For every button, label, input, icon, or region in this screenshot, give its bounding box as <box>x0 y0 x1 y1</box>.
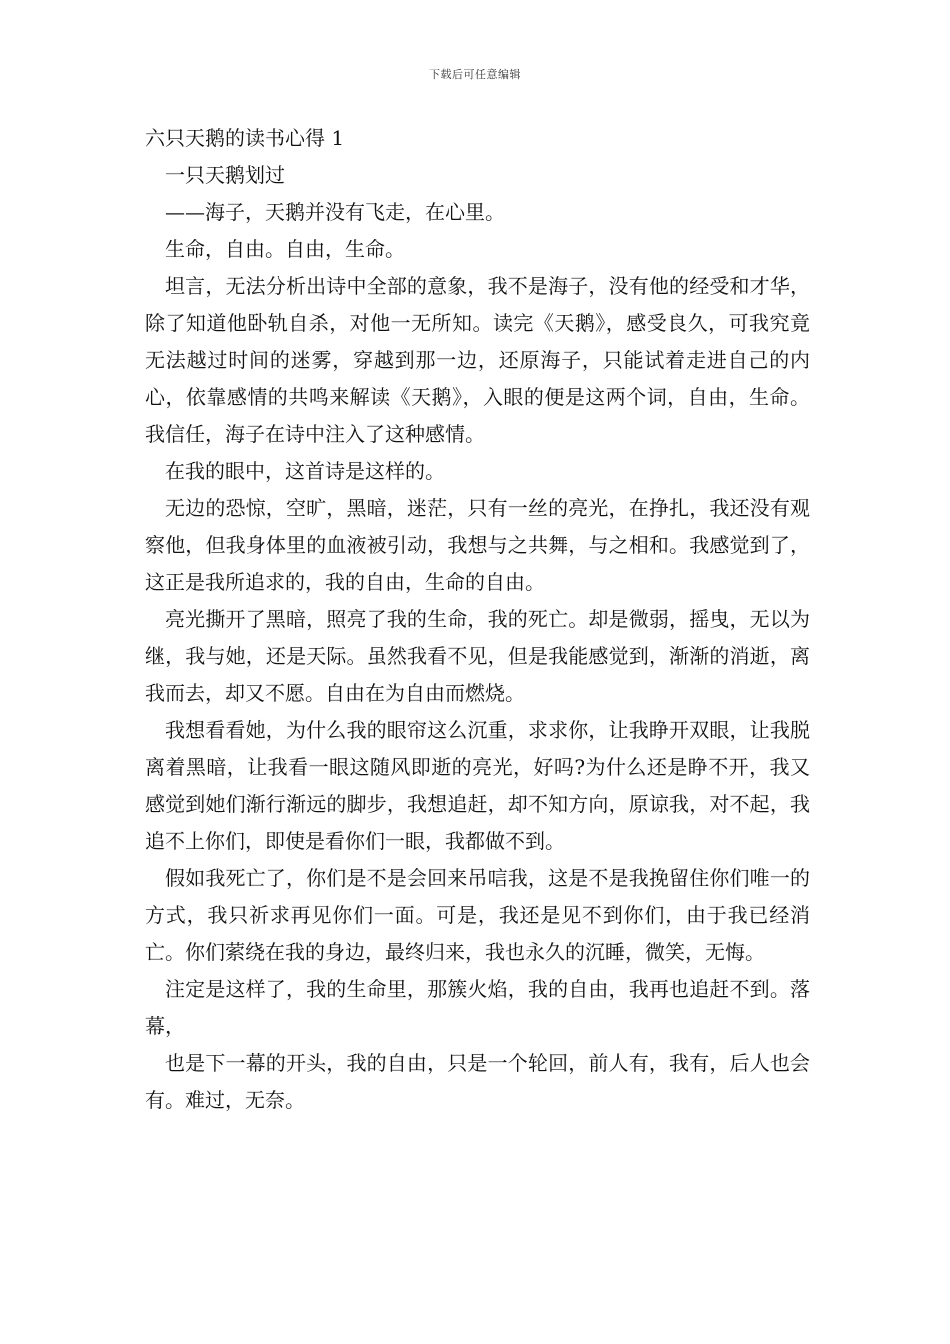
paragraph: 注定是这样了，我的生命里，那簇火焰，我的自由，我再也追赶不到。落幕， <box>145 977 810 1038</box>
paragraph: 无边的恐惊，空旷，黑暗，迷茫，只有一丝的亮光，在挣扎，我还没有观察他，但我身体里的血液被引动，我想与之共舞，与之相和。我感觉到了，这正是我所追求的，我的自由，生命的自由。 <box>145 496 810 594</box>
paragraph: 也是下一幕的开头，我的自由，只是一个轮回，前人有，我有，后人也会有。难过，无奈。 <box>145 1051 810 1112</box>
paragraph: 生命，自由。自由，生命。 <box>165 237 405 261</box>
paragraph: 我想看看她，为什么我的眼帘这么沉重，求求你，让我睁开双眼，让我脱离着黑暗，让我看一眼这随风即逝的亮光，好吗?为什么还是睁不开，我又感觉到她们渐行渐远的脚步，我想追赶，却不知方向，原谅我，对不起，我追不上你们，即使是看你们一眼，我都做不到。 <box>145 718 810 853</box>
paragraph: 亮光撕开了黑暗，照亮了我的生命，我的死亡。却是微弱，摇曳，无以为继，我与她，还是天际。虽然我看不见，但是我能感觉到，渐渐的消逝，离我而去，却又不愿。自由在为自由而燃烧。 <box>145 607 810 705</box>
paragraph: 坦言，无法分析出诗中全部的意象，我不是海子，没有他的经受和才华，除了知道他卧轨自杀，对他一无所知。读完《天鹅》，感受良久，可我究竟无法越过时间的迷雾，穿越到那一边，还原海子，只能试着走进自己的内心，依靠感情的共鸣来解读《天鹅》，入眼的便是这两个词，自由，生命。我信任，海子在诗中注入了这种感情。 <box>145 274 810 446</box>
paragraph: 一只天鹅划过 <box>165 163 285 187</box>
paragraph: 假如我死亡了，你们是不是会回来吊唁我，这是不是我挽留住你们唯一的方式，我只祈求再见你们一面。可是，我还是见不到你们，由于我已经消亡。你们萦绕在我的身边，最终归来，我也永久的沉睡，微笑，无悔。 <box>145 866 810 964</box>
paragraph: ——海子，天鹅并没有飞走，在心里。 <box>165 200 505 224</box>
header-note: 下载后可任意编辑 <box>429 68 521 81</box>
paragraph: 在我的眼中，这首诗是这样的。 <box>165 459 445 483</box>
document-body <box>145 120 810 1119</box>
document-title: 六只天鹅的读书心得 1 <box>145 126 345 150</box>
